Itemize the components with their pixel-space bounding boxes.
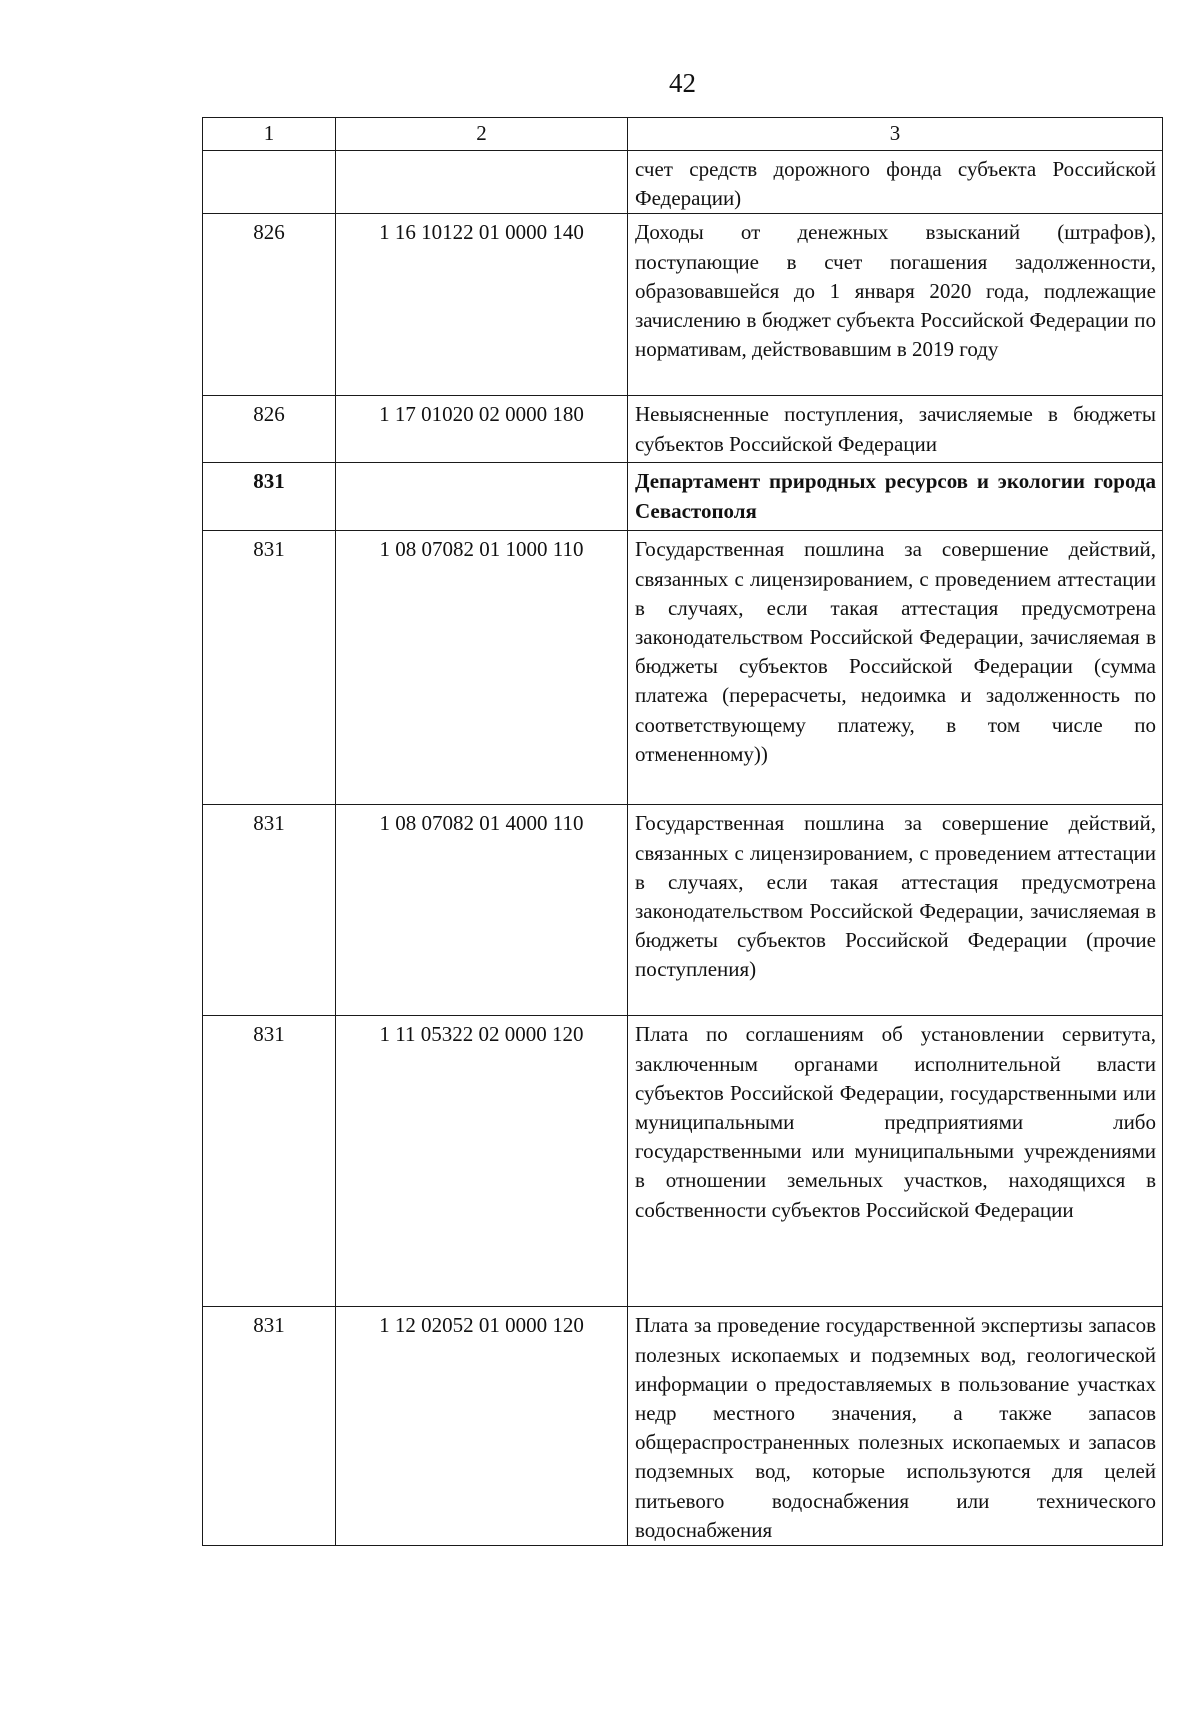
description-cell: Невыясненные поступления, зачисляемые в бюджеты субъектов Российской Федерации — [628, 396, 1163, 463]
kbk-code-cell — [336, 463, 628, 531]
department-name-cell: Департамент природных ресурсов и экологии города Севастополя — [628, 463, 1163, 531]
page-number: 42 — [669, 68, 696, 98]
table-header-row — [203, 118, 1163, 151]
table-row — [203, 1016, 1163, 1307]
admin-code-cell: 831 — [203, 531, 336, 805]
admin-code-cell: 831 — [203, 805, 336, 1016]
column-header-1: 1 — [203, 118, 336, 151]
table-row — [203, 396, 1163, 463]
description-cell: Плата за проведение государственной экспертизы запасов полезных ископаемых и подземных вод, геологической информации о предоставляемых в пользование участках недр местного значения, а также запасов общераспространенных полезных ископаемых и запасов подземных вод, которые используются для целей питьевого водоснабжения или технического водоснабжения — [628, 1307, 1163, 1546]
table-row — [203, 1307, 1163, 1546]
admin-code-cell: 831 — [203, 1307, 336, 1546]
table-row — [203, 151, 1163, 214]
kbk-code-cell: 1 08 07082 01 4000 110 — [336, 805, 628, 1016]
kbk-code-cell: 1 11 05322 02 0000 120 — [336, 1016, 628, 1307]
department-header-row — [203, 463, 1163, 531]
kbk-code-cell — [336, 151, 628, 214]
description-cell: Государственная пошлина за совершение действий, связанных с лицензированием, с проведением аттестации в случаях, если такая аттестация предусмотрена законодательством Российской Федерации, зачисляемая в бюджеты субъектов Российской Федерации (сумма платежа (перерасчеты, недоимка и задолженность по соответствующему платежу, в том числе по отмененному)) — [628, 531, 1163, 805]
kbk-code-cell: 1 12 02052 01 0000 120 — [336, 1307, 628, 1546]
description-cell: Доходы от денежных взысканий (штрафов), поступающие в счет погашения задолженности, образовавшейся до 1 января 2020 года, подлежащие зачислению в бюджет субъекта Российской Федерации по нормативам, действовавшим в 2019 году — [628, 214, 1163, 396]
table-row — [203, 805, 1163, 1016]
description-cell: Государственная пошлина за совершение действий, связанных с лицензированием, с проведением аттестации в случаях, если такая аттестация предусмотрена законодательством Российской Федерации, зачисляемая в бюджеты субъектов Российской Федерации (прочие поступления) — [628, 805, 1163, 1016]
admin-code-cell: 826 — [203, 396, 336, 463]
kbk-code-cell: 1 16 10122 01 0000 140 — [336, 214, 628, 396]
table-row — [203, 214, 1163, 396]
admin-code-cell: 831 — [203, 1016, 336, 1307]
description-cell: счет средств дорожного фонда субъекта Российской Федерации) — [628, 151, 1163, 214]
table-row — [203, 531, 1163, 805]
kbk-code-cell: 1 17 01020 02 0000 180 — [336, 396, 628, 463]
column-header-3: 3 — [628, 118, 1163, 151]
revenue-codes-table — [202, 117, 1163, 1546]
description-cell: Плата по соглашениям об установлении сервитута, заключенным органами исполнительной власти субъектов Российской Федерации, государственными или муниципальными предприятиями либо государственными или муниципальными учреждениями в отношении земельных участков, находящихся в собственности субъектов Российской Федерации — [628, 1016, 1163, 1307]
column-header-2: 2 — [336, 118, 628, 151]
kbk-code-cell: 1 08 07082 01 1000 110 — [336, 531, 628, 805]
admin-code-cell: 826 — [203, 214, 336, 396]
admin-code-cell: 831 — [203, 463, 336, 531]
admin-code-cell — [203, 151, 336, 214]
